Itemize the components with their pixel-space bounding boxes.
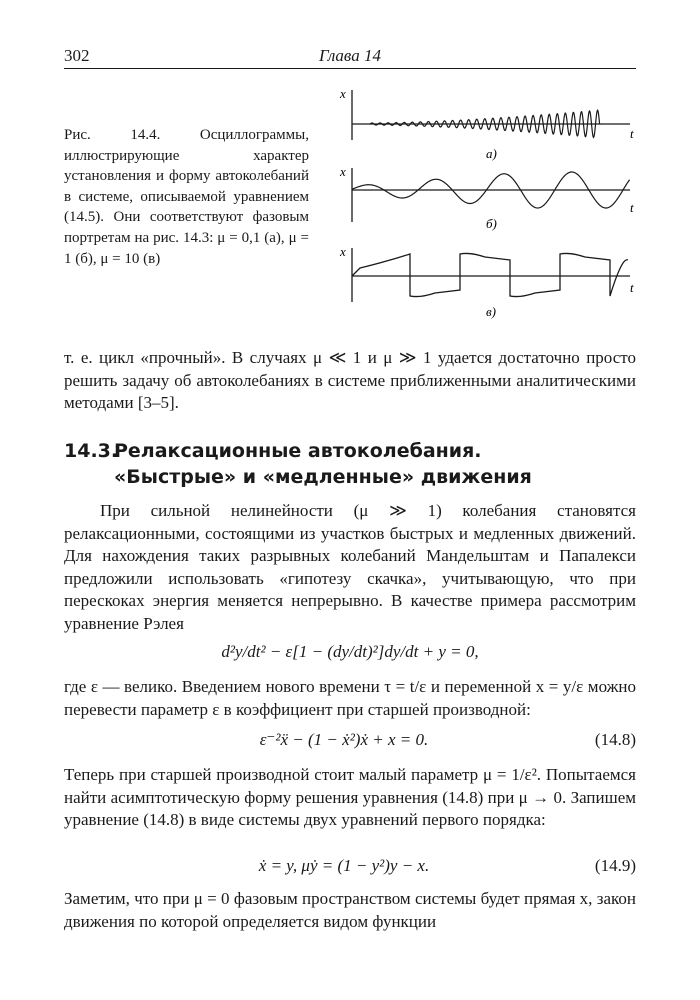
oscillogram-figure [330, 82, 650, 322]
section-title-line-1: Релаксационные автоколебания. [114, 440, 482, 462]
figure-caption: Рис. 14.4. Осциллограммы, иллюстрирующие характер установления и форму автоколебаний в системе, описываемой уравнением (14.5). Они соответствуют фазовым портретам на рис. 14.3: μ = 0,1 (а), μ = 1 (б), μ = 10 (в) [64, 127, 309, 267]
paragraph-1: т. е. цикл «прочный». В случаях μ ≪ 1 и μ ≫ 1 удается достаточно просто решить задачу об автоколебаниях в системе приближенными аналитическими методами [3–5]. [64, 348, 636, 412]
section-number: 14.3. [64, 440, 119, 462]
panel-letter-c: в) [486, 304, 496, 319]
xlabel-a: t [630, 126, 634, 141]
equation-14-9-tag: (14.9) [594, 856, 636, 875]
panel-letter-b: б) [486, 216, 497, 231]
paragraph-4: Теперь при старшей производной стоит малый параметр μ = 1/ε². Попытаемся найти асимптотическую форму решения уравнения (14.8) при μ → 0. Запишем уравнение (14.8) в виде системы двух уравнений первого порядка: [64, 765, 636, 829]
ylabel-b: x [340, 164, 346, 179]
equation-14-8-body: ε⁻²ẍ − (1 − ẋ²)ẋ + x = 0. [259, 730, 429, 749]
xlabel-b: t [630, 200, 634, 215]
xlabel-c: t [630, 280, 634, 295]
ylabel-c: x [340, 244, 346, 259]
page-header [64, 44, 636, 69]
panel-b [339, 164, 634, 231]
waveform-c [352, 253, 628, 296]
equation-rayleigh-body: d²y/dt² − ε[1 − (dy/dt)²]dy/dt + y = 0, [221, 642, 479, 661]
paragraph-2: При сильной нелинейности (μ ≫ 1) колебания становятся релаксационными, состоящими из участков быстрых и медленных движений. Для нахождения таких разрывных колебаний Мандельштам и Папалекси предложили использовать «гипотезу скачка», учитывающую, что при перескоках энергия меняется непрерывно. В качестве примера рассмотрим уравнение Рэлея [64, 501, 636, 633]
equation-rayleigh [64, 642, 636, 668]
section-title-line-2: «Быстрые» и «медленные» движения [114, 466, 532, 488]
chapter-title: Глава 14 [319, 46, 381, 65]
paragraph-3: где ε — велико. Введением нового времени τ = t/ε и переменной x = y/ε можно перевести параметр ε в коэффициент при старшей производной: [64, 677, 636, 719]
equation-14-8-tag: (14.8) [594, 730, 636, 749]
panel-letter-a: а) [486, 146, 497, 161]
panel-c [339, 244, 634, 319]
equation-14-9-body: ẋ = y, μẏ = (1 − y²)y − x. [258, 856, 430, 875]
page-number: 302 [64, 46, 90, 65]
equation-14-9 [64, 856, 636, 882]
ylabel-a: x [340, 86, 346, 101]
panel-a [339, 86, 634, 161]
paragraph-5: Заметим, что при μ = 0 фазовым пространством системы будет прямая x, закон движения по которой определяется видом функции [64, 889, 636, 931]
section-heading [64, 438, 636, 490]
equation-14-8 [64, 730, 636, 756]
